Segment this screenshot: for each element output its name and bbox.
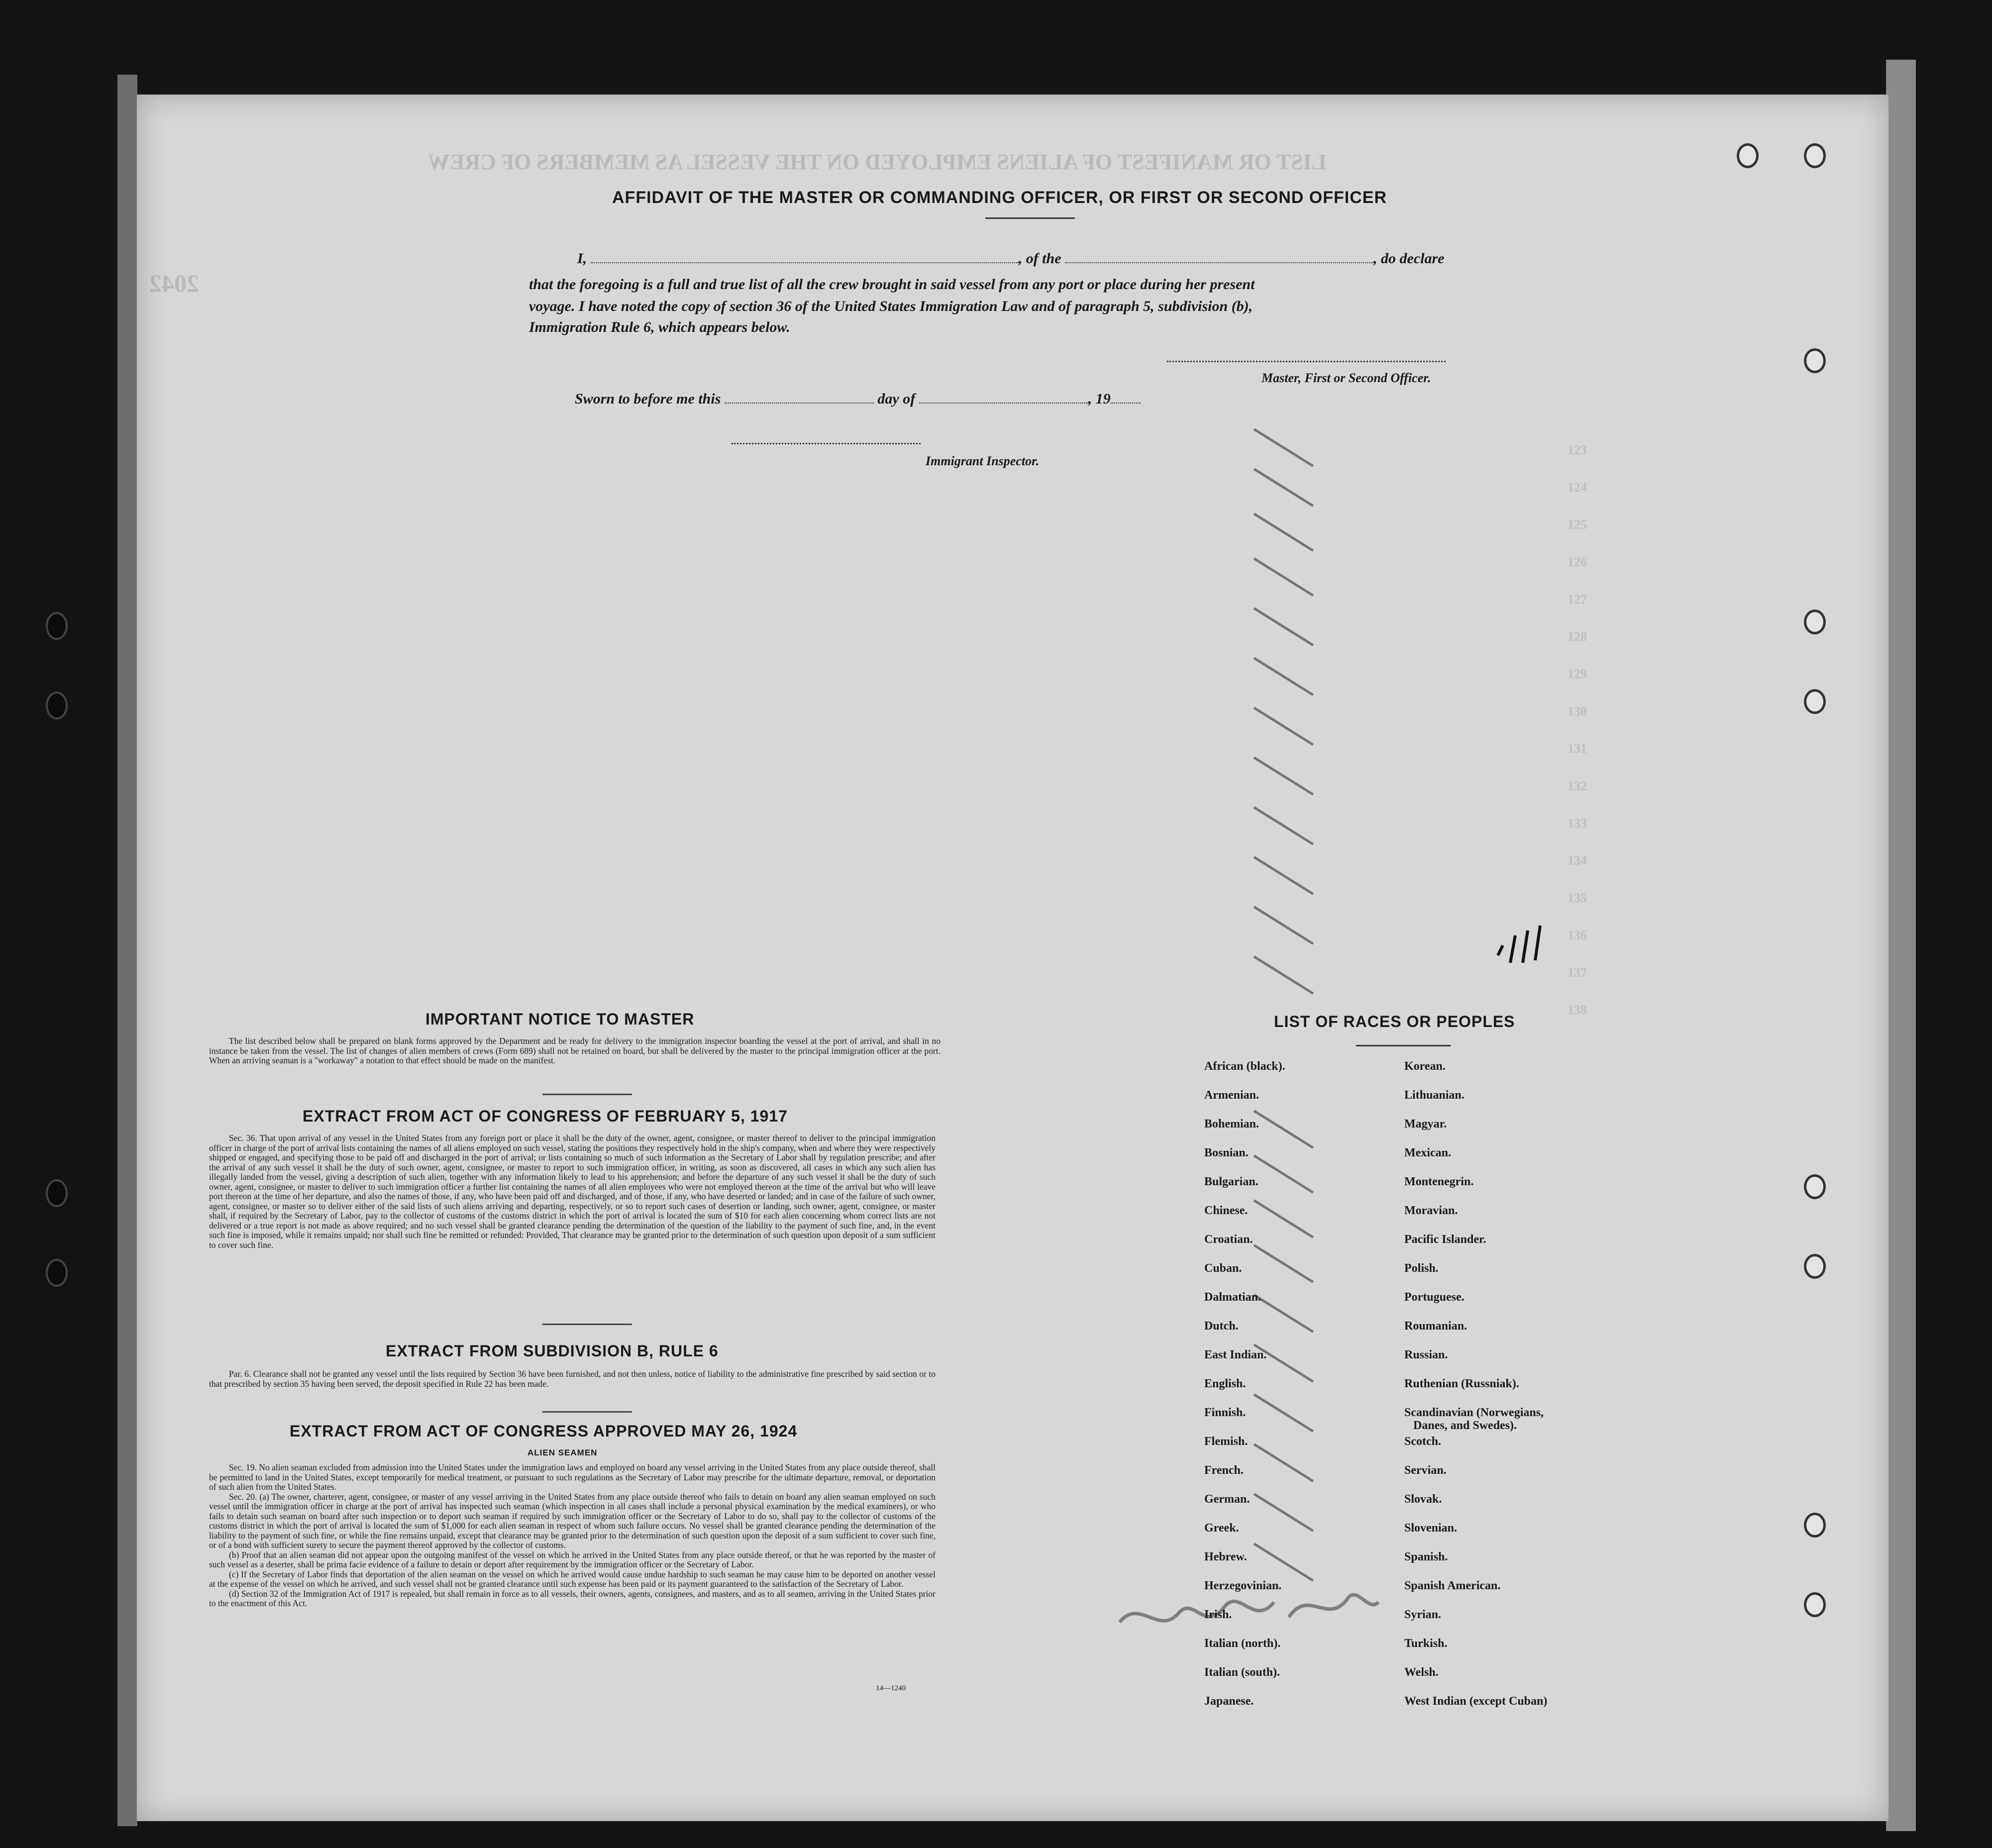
year-prefix: , 19 (1088, 391, 1111, 407)
inspector-caption: Immigrant Inspector. (926, 454, 1040, 468)
page-edge-left (117, 75, 137, 1826)
race-item: Bosnian. (1204, 1146, 1249, 1159)
sworn-month-field (919, 391, 1088, 404)
race-item: Slovenian. (1404, 1522, 1458, 1535)
section-divider (542, 1094, 632, 1095)
alien-seamen-subheading: ALIEN SEAMEN (527, 1448, 598, 1457)
important-notice-heading: IMPORTANT NOTICE TO MASTER (425, 1010, 695, 1028)
sworn-line (575, 388, 1141, 410)
race-item: Italian (north). (1204, 1637, 1281, 1650)
decl-do-declare: , do declare (1373, 250, 1445, 267)
race-item: Mexican. (1404, 1146, 1451, 1159)
race-item-line: Scandinavian (Norwegians, (1404, 1406, 1544, 1419)
binder-ring (1804, 143, 1826, 168)
important-notice-paragraph: The list described below shall be prepared on blank forms approved by the Department and be ready for delivery to the immigration inspector boarding the vessel at the port of arrival, and shall in no instance be taken from the vessel. The list of changes of alien members of crews (Form 689) shall not be retained on board, but shall be delivered by the master to the principal immigration officer at the port. When an arriving seaman is a "workaway" a notation to that effect should be made on the manifest. (209, 1036, 941, 1065)
title-rule (985, 217, 1075, 219)
handwritten-mark (1493, 916, 1548, 970)
section-divider (542, 1411, 632, 1413)
master-caption: Master, First or Second Officer. (1261, 371, 1431, 385)
extract-1917-heading: EXTRACT FROM ACT OF CONGRESS OF FEBRUARY 5, 1917 (303, 1107, 788, 1125)
race-item: Roumanian. (1404, 1320, 1468, 1333)
race-item: Slovak. (1404, 1493, 1442, 1506)
races-heading: LIST OF RACES OR PEOPLES (1274, 1013, 1515, 1030)
race-item: Syrian. (1404, 1608, 1442, 1621)
race-item: Welsh. (1404, 1666, 1439, 1679)
race-item-scandinavian (1404, 1406, 1547, 1435)
inspector-signature-line (732, 443, 921, 444)
race-item: Bulgarian. (1204, 1175, 1258, 1188)
binder-hole (46, 612, 68, 640)
race-item: Spanish American. (1404, 1579, 1501, 1592)
race-item: African (black). (1204, 1060, 1285, 1073)
race-item: Russian. (1404, 1348, 1448, 1361)
master-signature-line (1167, 361, 1446, 362)
race-item: Bohemian. (1204, 1118, 1259, 1130)
race-item: Cuban. (1204, 1262, 1242, 1275)
race-item: West Indian (except Cuban) (1404, 1695, 1548, 1708)
declaration-line-1 (577, 248, 1444, 270)
race-item: Dalmatian. (1204, 1291, 1261, 1304)
declaration-line-2: that the foregoing is a full and true list of all the crew brought in said vessel from any port or place during her present (529, 276, 1255, 293)
race-item: Herzegovinian. (1204, 1579, 1282, 1592)
section-divider (542, 1324, 632, 1325)
race-item: Polish. (1404, 1262, 1439, 1275)
extract-rule6-text (209, 1369, 936, 1389)
race-item: Pacific Islander. (1404, 1233, 1486, 1246)
race-item: East Indian. (1204, 1348, 1267, 1361)
binder-ring (1737, 143, 1759, 168)
name-field (591, 250, 1019, 263)
race-item: Turkish. (1404, 1637, 1448, 1650)
form-number: 14—1240 (876, 1684, 906, 1692)
par-6-paragraph: Par. 6. Clearance shall not be granted any vessel until the lists required by Section 36 have been furnished, and not then unless, notice of liability to the administrative fine prescribed by said section or to that prescribed by section 35 having been served, the deposit specified in Rule 22 has been made. (209, 1369, 936, 1389)
declaration-line-4: Immigration Rule 6, which appears below. (529, 319, 790, 335)
race-item-line: Danes, and Swedes). (1413, 1419, 1517, 1432)
races-rule (1356, 1045, 1451, 1046)
race-item: Chinese. (1204, 1204, 1248, 1217)
binder-hole (46, 692, 68, 719)
bleed-through-heading: LIST OR MANIFEST OF ALIENS EMPLOYED ON THE VESSEL AS MEMBERS OF CREW (428, 150, 1327, 174)
binder-ring (1804, 610, 1826, 634)
sec-20d-paragraph: (d) Section 32 of the Immigration Act of 1917 is repealed, but shall remain in force as to all vessels, their owners, agents, consignees, and masters, and as to all seamen, arriving in the United States prior to the enactment of this Act. (209, 1588, 936, 1608)
race-item: Flemish. (1204, 1435, 1248, 1448)
race-item: Greek. (1204, 1522, 1239, 1535)
binder-ring (1804, 1592, 1826, 1617)
race-item: Lithuanian. (1404, 1089, 1465, 1102)
race-item: Croatian. (1204, 1233, 1253, 1246)
race-item: Dutch. (1204, 1320, 1239, 1333)
sec-20b-paragraph: (b) Proof that an alien seaman did not appear upon the outgoing manifest of the vessel on which he arrived in the United States from any place outside thereof, or that he was reported by the master of such vessel as a deserter, shall be prima facie evidence of a failure to detain or deport after requirement by the immigration officer or the Secretary of Labor. (209, 1549, 936, 1569)
race-item: Scotch. (1404, 1435, 1441, 1448)
race-item: Moravian. (1404, 1204, 1458, 1217)
race-item: Ruthenian (Russniak). (1404, 1377, 1519, 1390)
vessel-field (1065, 250, 1373, 263)
race-item: Magyar. (1404, 1118, 1447, 1130)
binder-ring (1804, 348, 1826, 373)
race-item: Armenian. (1204, 1089, 1259, 1102)
sworn-text: Sworn to before me this (575, 391, 721, 407)
binder-ring (1804, 1174, 1826, 1199)
declaration-line-3: voyage. I have noted the copy of section 36 of the United States Immigration Law and of paragraph 5, subdivision (b), (529, 298, 1253, 314)
binder-ring (1804, 1513, 1826, 1538)
binder-ring (1804, 689, 1826, 714)
extract-1924-text (209, 1463, 936, 1609)
sworn-year-field (1111, 391, 1141, 404)
race-item: Italian (south). (1204, 1666, 1280, 1679)
day-of-text: day of (877, 391, 916, 407)
extract-1924-heading: EXTRACT FROM ACT OF CONGRESS APPROVED MAY 26, 1924 (290, 1422, 798, 1440)
section-36-paragraph: Sec. 36. That upon arrival of any vessel in the United States from any foreign port or place it shall be the duty of the owner, agent, consignee, or master thereof to deliver to the principal immigration officer in charge of the port of arrival lists containing the names of all aliens employed on such vessel, stating the positions they respectively hold in the ship's company, when and where they were respectively shipped or engaged, and specifying those to be paid off and discharged in the port of arrival; or lists containing so much of such information as the Secretary of Labor shall by regulation prescribe; and after the arrival of any such vessel it shall be the duty of such owner, agent, consignee, or master to report to such immigration officer, in writing, as soon as discovered, all cases in which any such alien has illegally landed from the vessel, giving a description of such alien, together with any information likely to lead to his apprehension; and before the departure of any such vessel it shall be the duty of such owner, agent, consignee, or master to deliver to such immigration officer a further list containing the names of all alien employees who were not employed thereon at the time of the arrival but who will leave port thereon at the time of her departure, and also the names of those, if any, who have been paid off and discharged, and of those, if any, who have deserted or landed; and in case of the failure of such owner, agent, consignee, or master so to deliver either of the said lists of such aliens arriving and departing, respectively, or so to report such cases of desertion or landing, such owner, agent, consignee, or master shall, if required by the Secretary of Labor, pay to the collector of customs of the customs district in which the port of arrival is located the sum of $10 for each alien concerning whom correct lists are not delivered or a true report is not made as above required; and no such vessel shall be granted clearance pending the determination of the question of the liability to the payment of such fine, and, in the event such fine is imposed, while it remains unpaid; nor shall such fine be remitted or refunded: Provided, That clearance may be granted prior to the determination of such question upon deposit of a sum sufficient to cover such fine. (209, 1133, 936, 1250)
race-item: English. (1204, 1377, 1246, 1390)
extract-rule6-heading: EXTRACT FROM SUBDIVISION B, RULE 6 (386, 1342, 719, 1360)
sec-20a-paragraph: Sec. 20. (a) The owner, charterer, agent, consignee, or master of any vessel arriving in the United States from any place outside thereof who fails to detain on board any alien seaman employed on such vessel until the immigration officer in charge at the port of arrival has inspected such seaman (which inspection in all cases shall include a personal physical examination by the medical examiners), or who fails to detain such seaman on board after such inspection or to deport such seaman if required by such immigration officer or the Secretary of Labor to do so, shall pay to the collector of customs of the customs district in which the port of arrival is located the sum of $1,000 for each alien seaman in respect of whom such failure occurs. No vessel shall be granted clearance pending the determination of the liability to the payment of such fine, or while the fine remains unpaid, except that clearance may be granted prior to the determination of such question upon the deposit of a sum sufficient to cover such fine, or of a bond with sufficient surety to secure the payment thereof approved by the collector of customs. (209, 1491, 936, 1550)
sworn-day-field (725, 391, 874, 404)
sec-20c-paragraph: (c) If the Secretary of Labor finds that deportation of the alien seaman on the vessel on which he arrived would cause undue hardship to such seaman he may cause him to be deported on another vessel at the expense of the vessel on which he arrived, and such vessel shall not be granted clearance until such expense has been paid or its payment guaranteed to the satisfaction of the Secretary of Labor. (209, 1569, 936, 1589)
race-item: Portuguese. (1404, 1291, 1465, 1304)
sec-19-paragraph: Sec. 19. No alien seaman excluded from admission into the United States under the immigration laws and employed on board any vessel arriving in the United States from any place outside thereof, shall be permitted to land in the United States, except temporarily for medical treatment, or pursuant to such regulations as the Secretary of Labor may prescribe for the ultimate departure, removal, or deportation of such alien from the United States. (209, 1462, 936, 1492)
race-item: Irish. (1204, 1608, 1232, 1621)
race-item: Finnish. (1204, 1406, 1246, 1419)
binder-ring (1804, 1254, 1826, 1279)
decl-i: I, (577, 250, 587, 267)
bleed-through-stamp: 2042 (149, 269, 199, 297)
races-right-column (1404, 1060, 1547, 1724)
race-item: German. (1204, 1493, 1250, 1506)
decl-of-the: , of the (1018, 250, 1061, 267)
race-item: Japanese. (1204, 1695, 1254, 1708)
race-item: French. (1204, 1464, 1244, 1477)
affidavit-title: AFFIDAVIT OF THE MASTER OR COMMANDING OFFICER, OR FIRST OR SECOND OFFICER (612, 188, 1387, 207)
important-notice-text (209, 1036, 941, 1066)
race-item: Korean. (1404, 1060, 1446, 1073)
races-left-column (1204, 1060, 1285, 1724)
binder-hole (46, 1259, 68, 1287)
race-item: Hebrew. (1204, 1550, 1247, 1563)
extract-1917-text (209, 1133, 936, 1250)
race-item: Servian. (1404, 1464, 1447, 1477)
race-item: Montenegrin. (1404, 1175, 1474, 1188)
race-item: Spanish. (1404, 1550, 1448, 1563)
page-edge-right (1886, 60, 1916, 1831)
bleed-through-column: 123 124 125 126 127 128 129 130 131 132 133 134 135 136 137 138 (1568, 443, 1587, 1017)
binder-hole (46, 1179, 68, 1207)
